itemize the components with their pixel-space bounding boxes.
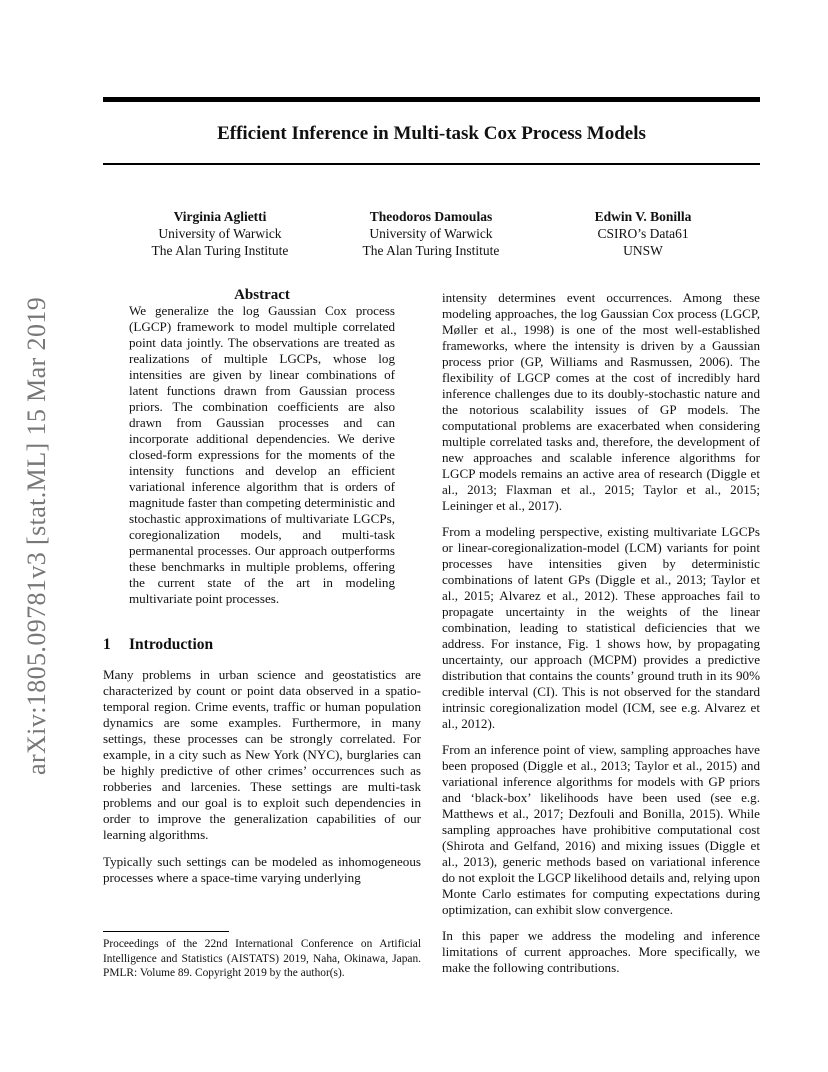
author-affiliation: The Alan Turing Institute [151,243,289,258]
footnote-rule [103,931,229,932]
intro-paragraph-1: Many problems in urban science and geostatistics are characterized by count or point data observed in a spatio-temporal region. Crime events, traffic or human population dynamics are some examples. Furthermore, in many settings, these processes can be strongly correlated. For example, in a city such as New York (NYC), burglaries can be highly predictive of other crimes’ occurrences such as robberies and larcenies. These settings are multi-task problems and our goal is to exploit such dependencies in order to improve the generalization capabilities of our learning algorithms. [103,667,421,842]
abstract-heading: Abstract [234,287,290,303]
author-block-3 [543,208,743,259]
abstract-text: We generalize the log Gaussian Cox process (LGCP) framework to model multiple correlated point data jointly. The observations are treated as realizations of multiple LGCPs, whose log intensities are given by linear combinations of latent functions drawn from Gaussian process priors. The combination coefficients are also drawn from Gaussian processes and can incorporate additional dependencies. We derive closed-form expressions for the moments of the intensity functions and develop an efficient variational inference algorithm that is orders of magnitude faster than competing deterministic and stochastic approximations of multivariate LGCPs, coregionalization models, and multi-task permanental processes. Our approach outperforms these benchmarks in multiple problems, offering the current state of the art in modeling multivariate point processes. [129,303,395,606]
section-number: 1 [103,636,111,653]
author-affiliation: CSIRO’s Data61 [597,226,689,241]
title-top-rule [103,97,760,102]
right-column [442,290,760,976]
body-paragraph: From a modeling perspective, existing multivariate LGCPs or linear-coregionalization-model (LCM) variants for point processes have intensities given by deterministic combinations of latent GPs (Diggle et al., 2013; Taylor et al., 2015; Alvarez et al., 2012). These approaches fail to propagate uncertainty in the weights of the linear combination, leading to statistical deficiencies that we address. For instance, Fig. 1 shows how, by propagating uncertainty, our approach (MCPM) provides a predictive distribution that contains the counts’ ground truth in its 90% credible interval (CI). This is not observed for the standard intrinsic coregionalization model (ICM, see e.g. Alvarez et al., 2012). [442,524,760,731]
author-affiliation: University of Warwick [369,226,493,241]
footnote: Proceedings of the 22nd International Conference on Artificial Intelligence and Statistics (AISTATS) 2019, Naha, Okinawa, Japan. PMLR: Volume 89. Copyright 2019 by the author(s). [103,938,421,979]
author-affiliation: The Alan Turing Institute [362,243,500,258]
author-name: Edwin V. Bonilla [594,209,692,224]
intro-paragraph-2: Typically such settings can be modeled as inhomogeneous processes where a space-time varying underlying [103,854,421,885]
body-paragraph: intensity determines event occurrences. Among these modeling approaches, the log Gaussian Cox process (LGCP, Møller et al., 1998) is one of the most well-established frameworks, where the intensity is driven by a Gaussian process prior (GP, Williams and Rasmussen, 2006). The flexibility of LGCP comes at the cost of incredibly hard inference challenges due to its doubly-stochastic nature and the notorious scalability issues of GP models. The computational problems are exacerbated when considering multiple correlated tasks and, therefore, the development of new approaches and scalable inference algorithms for LGCP models remains an active area of research (Diggle et al., 2013; Flaxman et al., 2015; Taylor et al., 2015; Leininger et al., 2017). [442,290,760,513]
author-block-1 [120,208,320,259]
author-affiliation: University of Warwick [158,226,282,241]
author-block-2 [331,208,531,259]
arxiv-stamp: arXiv:1805.09781v3 [stat.ML] 15 Mar 2019 [22,296,51,775]
author-name: Virginia Aglietti [173,209,267,224]
body-paragraph: In this paper we address the modeling and inference limitations of current approaches. More specifically, we make the following contributions. [442,928,760,975]
body-paragraph: From an inference point of view, sampling approaches have been proposed (Diggle et al., 2013; Taylor et al., 2015) and variational inference algorithms for models with GP priors and ‘black-box’ likelihoods have been used (see e.g. Matthews et al., 2017; Dezfouli and Bonilla, 2015). While sampling approaches have prohibitive computational cost (Shirota and Gelfand, 2016) and mixing issues (Diggle et al., 2013), generic methods based on variational inference do not exploit the LGCP likelihood details and, relying upon Monte Carlo estimates for computing expectations during optimization, can exhibit slow convergence. [442,742,760,917]
left-column [103,287,421,886]
title-bottom-rule [103,163,760,165]
section-heading-introduction [103,637,421,653]
paper-title: Efficient Inference in Multi-task Cox Process Models [217,123,646,144]
author-affiliation: UNSW [623,243,663,258]
author-name: Theodoros Damoulas [369,209,493,224]
section-title: Introduction [129,636,214,653]
